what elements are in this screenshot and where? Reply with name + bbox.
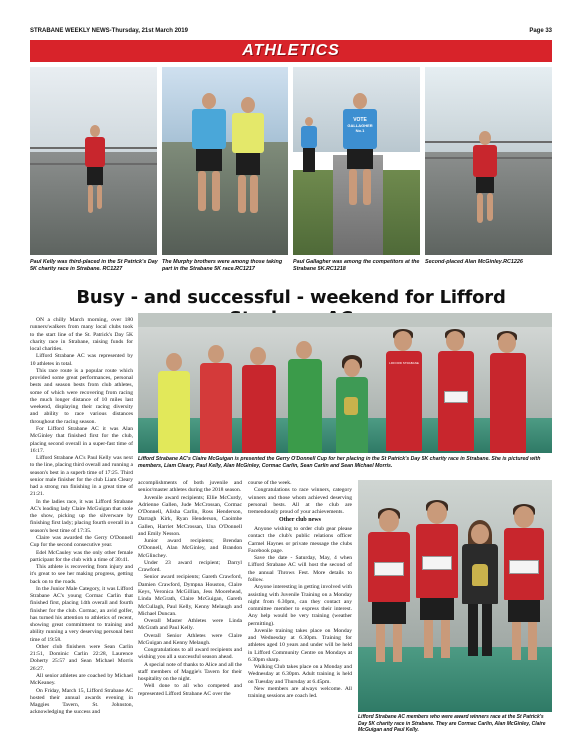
photo-paul-kelly	[30, 67, 157, 255]
subhead-other-club-news: Other club news	[279, 517, 321, 524]
caption-alan-mcginley: Second-placed Alan McGinley.RC1226	[425, 259, 523, 265]
photo-murphy-brothers	[162, 67, 288, 255]
article-column-2	[138, 480, 242, 698]
paragraph: Edel McCauley was the only other female participant for the club with a time of 30:41.	[30, 549, 133, 563]
caption-murphy-brothers: The Murphy brothers were among those taking part in the Strabane 5K race.RC1217	[162, 259, 283, 272]
paragraph: On Friday, March 15, Lifford Strabane AC hosted their annual awards evening in Maggies Tavern, St. Johnston, acknowledging the success and	[30, 687, 133, 716]
paragraph: Congratulations to race winners, category winners and those whom achieved deserving personal bests. All at the club are tremendously proud of your achievements.	[248, 487, 352, 516]
paragraph: Save the date - Saturday, May, 4 when Lifford Strabane AC will host the second of the annual Throws Fest. More details to follow.	[248, 555, 352, 583]
article-headline: Busy - and successful - weekend for Lifford	[76, 287, 506, 308]
paragraph: In the ladies race, it was Lifford Strabane AC's leading lady Claire McGuigan that stole the show, picking up the silverware by finishing first lady; placing fourth overall in a season's best time of 17:35.	[30, 498, 133, 534]
paragraph: A special note of thanks to Alice and all the staff members of Maggie's Tavern for their hospitality on the night.	[138, 661, 242, 683]
paragraph: For Lifford Strabane AC it was Alan McGinley that finished first for the club, placing second overall in a super-fast time of 16:17.	[30, 425, 133, 454]
paragraph: Juvenile award recipients; Ellie McCurdy, Adrienne Gallen, Jude McCrossan, Cormac O'Donnell, Alisha Carlin, Ross Henderson, Darragh Kirk, Ryan Henderson, Caoimhe Gallen, Harriet McCrossan, Una O'Donnell and Emily Nesson.	[138, 494, 242, 537]
caption-award-winners: Lifford Strabane AC members who were award winners race at the St Patrick's Day 5K charity race in Strabane. They are Cormac Carlin, Alan McGinley, Claire McGuigan and Paul Kelly.	[358, 714, 546, 733]
jersey-gallagher-text: GALLAGHER	[347, 123, 373, 128]
paragraph: This race route is a popular route which provided some great performances, personal bests and season bests from club athletes, some of which were recovering from racing the much longer distance of 10 miles last weekend, displaying their racing diversity and ability to race various distances throughout the racing season.	[30, 367, 133, 425]
masthead-date: STRABANE WEEKLY NEWS-Thursday, 21st March 2019	[30, 28, 188, 34]
section-title: ATHLETICS	[242, 42, 340, 59]
article-column-1	[30, 317, 133, 717]
photo-award-winners	[358, 480, 552, 712]
paragraph: Anyone wishing to order club gear please contact the club's public relations officer Carmel Haynes or private message the clubs Facebook page.	[248, 526, 352, 554]
paragraph: Overall Master Athletes were Linda McGrath and Paul Kelly.	[138, 618, 242, 632]
paragraph: Well done to all who competed and represented Lifford Strabane AC over the	[138, 683, 242, 697]
paragraph: In the Junior Male Category, it was Lifford Strabane AC's young Cormac Carlin that finished first, placing 14th overall and fourth finisher for the club. Cormac, an avid golfer, has turned his attention to athletics of recent, showing great commitment to training and ability running a very deserving personal best time of 19:58.	[30, 585, 133, 643]
paragraph: Lifford Strabane AC was represented by 10 athletes in total.	[30, 353, 133, 367]
paragraph: This athlete is recovering from injury and it's great to see her making progress, getting back on to the roads.	[30, 564, 133, 585]
paragraph: Claire was awarded the Gerry O'Donnell Cup for the second consecutive year.	[30, 534, 133, 549]
paragraph: Lifford Strabane AC's Paul Kelly was next to the line, placing third overall and running a season's best in a superb time of 17:25. Third senior male finisher for the club Liam Cleary had a strong run finishing in a great time of 21:21.	[30, 455, 133, 498]
caption-gerry-odonnell-cup: Lifford Strabane AC's Claire McGuigan is presented the Gerry O'Donnell Cup for her placing in the St Patrick's Day 5K charity race in Strabane. She is pictured with members, Liam Cleary, Paul Kelly, Alan McGinley, Cormac Carlin, Sean Carlin and Sean Michael Morris.	[138, 456, 541, 469]
paragraph: Junior award recipients; Brendan O'Donnell, Alan McGinley, and Brandon McGlinchey.	[138, 538, 242, 559]
caption-paul-gallagher: Paul Gallagher was among the competitors at the Strabane 5K.RC1218	[293, 259, 420, 272]
paragraph: Juvenile training takes place on Monday and Wednesday at 6.30pm. Training for athletes aged 10 years and under will be held in Lifford Community Centre on Mondays at 6.30pm sharp.	[248, 627, 352, 663]
paragraph: All senior athletes are coached by Michael McKeaney.	[30, 673, 133, 687]
masthead	[30, 25, 552, 37]
paragraph: course of the week.	[248, 480, 292, 486]
paragraph: New members are always welcome. All training sessions are coach led.	[248, 685, 352, 700]
vest-club-text: LIFFORD STRABANE	[389, 361, 419, 365]
paragraph: Walking Club takes place on a Monday and Wednesday at 6.30pm. Adult training is held on Tuesday and Thursday at 6.45pm.	[248, 664, 352, 685]
paragraph: Congratulations to all award recipients and wishing you all a successful season ahead.	[138, 647, 242, 661]
photo-paul-gallagher	[293, 67, 420, 255]
paragraph: accomplishments of both juvenile and senior/master athletes during the 2018 season.	[138, 480, 242, 494]
article-column-3	[248, 480, 352, 701]
jersey-no1-text: No.1	[355, 128, 365, 133]
paragraph: Senior award recipients; Gareth Crawford, Damien Crawford, Dympna Houston, Claire Keys, Veronica McGillian, Jess Moorehead, Linda McGrath, Claire McGuigan, Gareth McCullagh, Paul Kelly, Kenny Melaugh and Michael Duncan.	[138, 574, 242, 617]
section-banner	[30, 40, 552, 62]
photo-gerry-odonnell-cup	[138, 313, 552, 453]
paragraph: Anyone interesting in getting involved with assisting with Juvenile Training on a Monday night from 6.30pm, can they contact any committee member to express their interest. Any help would be very training (weather permitting).	[248, 584, 352, 627]
paragraph: ON a chilly March morning, over 180 runners/walkers from many local clubs took to the start line of the St. Patrick's Day 5K charity race in Strabane, raising funds for local charities.	[30, 317, 133, 353]
photo-alan-mcginley	[425, 67, 552, 255]
paragraph: Under 23 award recipient; Darryl Crawford.	[138, 559, 242, 574]
caption-paul-kelly: Paul Kelly was third-placed in the St Patrick's Day 5K charity race in Strabane. RC1227	[30, 259, 158, 272]
paragraph: Other club finishers were Sean Carlin 21:51, Dominic Carlin 22:28, Laurence Doherty 25:57 and Sean Michael Morris 26:27.	[30, 643, 133, 672]
jersey-vote-text: VOTE	[353, 117, 367, 123]
paragraph: Overall Senior Athletes were Claire McGuigan and Kenny Melaugh.	[138, 632, 242, 646]
page-number: Page 33	[529, 28, 552, 34]
